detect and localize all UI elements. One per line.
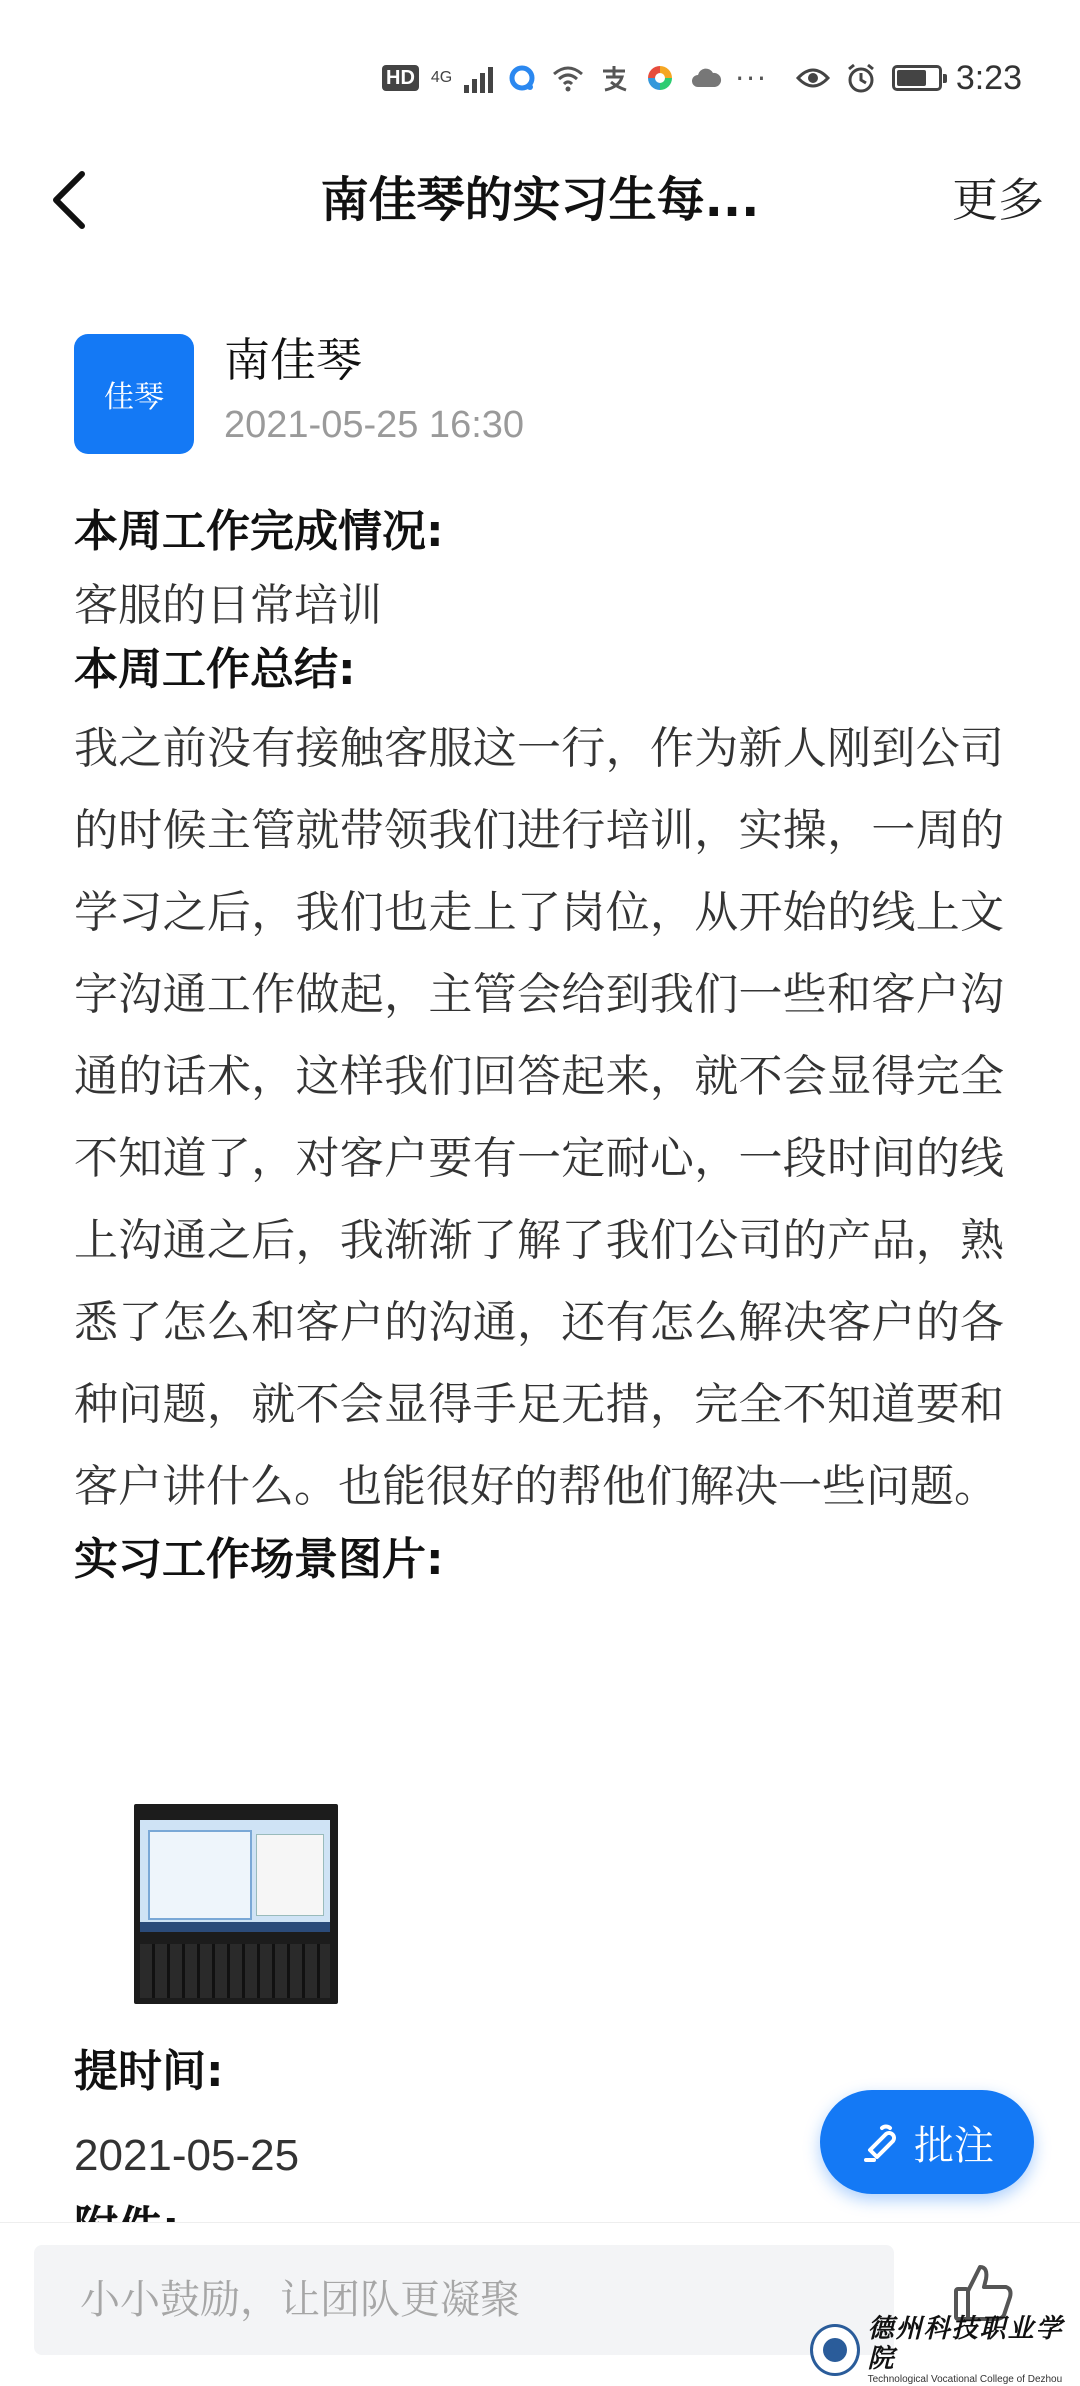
alipay-icon: [597, 61, 631, 95]
more-button[interactable]: 更多: [952, 173, 1044, 227]
college-logo-icon: [810, 2324, 860, 2376]
annotate-label: 批注: [914, 2122, 994, 2169]
report-content: [74, 500, 1004, 1592]
completion-title: 本周工作完成情况:: [74, 506, 444, 557]
battery-icon: [892, 65, 942, 91]
wifi-icon: [551, 61, 585, 95]
photo-laptop-screen: [140, 1820, 330, 1932]
college-name-cn: 德州科技职业学院: [867, 2314, 1064, 2374]
author-name: 南佳琴: [224, 333, 362, 387]
battery-fill: [897, 70, 926, 86]
annotate-button[interactable]: [820, 2090, 1034, 2194]
photos-title: 实习工作场景图片:: [74, 1534, 444, 1585]
photo-laptop-keyboard: [140, 1944, 330, 1998]
annotate-icon: [860, 2120, 904, 2164]
comment-input[interactable]: [34, 2245, 894, 2355]
submit-date: 2021-05-25: [74, 2131, 300, 2180]
page-title: 南佳琴的实习生每...: [320, 172, 760, 228]
scene-photo-thumbnail[interactable]: [134, 1804, 338, 2004]
status-bar: [0, 0, 1080, 150]
nav-bar: [0, 150, 1080, 250]
app-icon: [643, 61, 677, 95]
eye-icon: [796, 61, 830, 95]
alarm-icon: [844, 61, 878, 95]
post-timestamp: 2021-05-25 16:30: [224, 404, 525, 446]
avatar[interactable]: 佳琴: [74, 334, 194, 454]
status-bar-right: [796, 56, 1022, 100]
summary-text: 我之前没有接触客服这一行，作为新人刚到公司的时候主管就带领我们进行培训，实操，一周的学习之后，我们也走上了岗位，从开始的线上文字沟通工作做起，主管会给到我们一些和客户沟通的话术，这样我们回答起来，就不会显得完全不知道了，对客户要有一定耐心，一段时间的线上沟通之后，我渐渐了解了我们公司的产品，熟悉了怎么和客户的沟通，还有怎么解决客户的各种问题，就不会显得手足无措，完全不知道要和客户讲什么。也能很好的帮他们解决一些问题。: [74, 723, 1004, 1512]
status-time: 3:23: [955, 58, 1022, 97]
cloud-icon: [689, 61, 723, 95]
attachment-title: [74, 2196, 180, 2224]
hd-icon: HD: [382, 65, 419, 91]
more-dots-icon: ···: [735, 61, 768, 95]
college-watermark: [810, 2314, 1080, 2386]
submit-time-title: 提时间:: [74, 2046, 224, 2097]
signal-icon: [464, 63, 493, 93]
completion-text: 客服的日常培训: [74, 580, 382, 631]
network-type: 4G: [430, 69, 453, 86]
browser-icon: [505, 61, 539, 95]
summary-title: 本周工作总结:: [74, 644, 356, 695]
back-button[interactable]: [48, 162, 118, 238]
chevron-left-icon: [48, 168, 88, 232]
status-bar-left: [382, 56, 768, 100]
college-name-en: Technological Vocational College of Dezhou: [867, 2374, 1063, 2385]
